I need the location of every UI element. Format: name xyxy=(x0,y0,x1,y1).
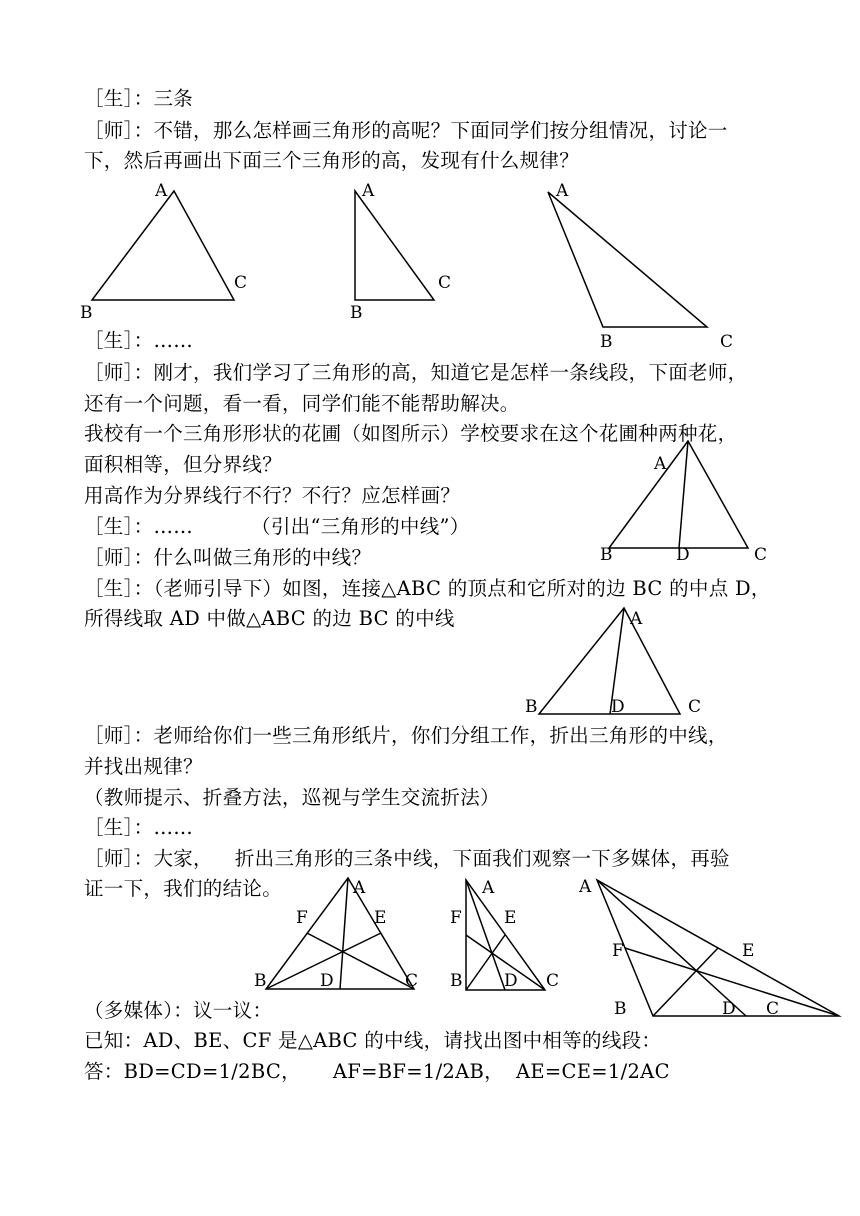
text-line-10-b: （引出“三角形的中线”） xyxy=(251,515,470,538)
label-e-7: E xyxy=(504,908,517,928)
median-flowerbed xyxy=(679,441,688,548)
triangle-acute xyxy=(80,181,247,323)
label-a-6: A xyxy=(353,878,366,898)
text-line-10-a: ［生］：…… xyxy=(84,515,194,538)
label-a-7: A xyxy=(482,878,495,898)
label-c-1: C xyxy=(234,273,248,293)
triangle-obtuse xyxy=(548,181,733,352)
label-b-7: B xyxy=(450,971,463,991)
text-line-3: 下，然后再画出下面三个三角形的高，发现有什么规律？ xyxy=(84,149,580,172)
text-line-12: ［生］：（老师引导下）如图，连接△ABC 的顶点和它所对的边 BC 的中点 D， xyxy=(84,577,771,600)
label-a-5: A xyxy=(630,609,643,629)
text-line-6: 还有一个问题，看一看，同学们能不能帮助解决。 xyxy=(84,392,520,415)
label-b-2: B xyxy=(350,303,363,323)
triangle-medians-right xyxy=(450,878,559,991)
label-a-3: A xyxy=(556,181,569,201)
label-f-7: F xyxy=(450,908,462,928)
label-c-4: C xyxy=(754,545,768,565)
label-f-8: F xyxy=(612,941,624,961)
text-line-18-b: 折出三角形的三条中线，下面我们观察一下多媒体，再验 xyxy=(234,847,730,870)
label-e-6: E xyxy=(374,908,387,928)
label-c-3: C xyxy=(720,332,734,352)
label-d-4: D xyxy=(676,545,690,565)
text-line-18-a: ［师］：大家， xyxy=(84,847,213,870)
label-a-4: A xyxy=(654,454,667,474)
label-e-8: E xyxy=(742,941,755,961)
triangle-medians-acute-outline xyxy=(266,878,414,989)
text-line-14: ［师］：老师给你们一些三角形纸片，你们分组工作，折出三角形的中线， xyxy=(84,724,728,747)
label-f-6: F xyxy=(296,908,308,928)
label-d-8: D xyxy=(722,999,736,1019)
label-c-8: C xyxy=(766,999,780,1019)
triangle-flowerbed xyxy=(600,441,767,565)
label-a-8: A xyxy=(579,877,592,897)
label-c-7: C xyxy=(546,971,560,991)
text-line-21: 已知：AD、BE、CF 是△ABC 的中线，请找出图中相等的线段： xyxy=(84,1029,662,1052)
triangle-medians-acute xyxy=(254,878,418,991)
triangle-right xyxy=(350,181,451,323)
label-c-5: C xyxy=(688,697,702,717)
text-line-22-b: AF=BF=1/2AB， xyxy=(332,1060,504,1083)
text-line-22-a: 答：BD=CD=1/2BC， xyxy=(84,1060,301,1083)
label-b-1: B xyxy=(80,303,93,323)
text-line-15: 并找出规律？ xyxy=(84,755,203,778)
label-c-6: C xyxy=(405,971,419,991)
text-line-16: （教师提示、折叠方法，巡视与学生交流折法） xyxy=(84,786,500,809)
text-line-9: 用高作为分界线行不行？不行？应怎样画？ xyxy=(84,484,461,507)
label-a-1: A xyxy=(155,181,168,201)
triangle-median xyxy=(525,608,701,717)
text-line-20: （多媒体）：议一议： xyxy=(84,999,273,1022)
text-line-2: ［师］：不错，那么怎样画三角形的高呢？下面同学们按分组情况，讨论一 xyxy=(84,119,728,142)
label-b-3: B xyxy=(600,332,613,352)
text-line-7: 我校有一个三角形形状的花圃（如图所示）学校要求在这个花圃种两种花， xyxy=(84,422,738,445)
triangle-flowerbed-outline xyxy=(609,441,748,548)
triangle-obtuse-outline xyxy=(548,192,707,327)
text-line-22-c: AE=CE=1/2AC xyxy=(515,1060,670,1083)
label-d-7: D xyxy=(504,971,518,991)
label-b-4: B xyxy=(600,545,613,565)
label-b-6: B xyxy=(254,971,267,991)
triangle-medians-obtuse xyxy=(578,877,839,1019)
label-c-2: C xyxy=(438,273,452,293)
label-a-2: A xyxy=(362,181,375,201)
median-right-be xyxy=(466,935,505,990)
text-line-13: 所得线取 AD 中做△ABC 的边 BC 的中线 xyxy=(84,607,455,630)
text-line-11: ［师］：什么叫做三角形的中线？ xyxy=(84,546,372,569)
triangle-right-outline xyxy=(355,191,434,300)
text-line-4: ［生］：…… xyxy=(84,329,194,352)
text-line-19: 证一下，我们的结论。 xyxy=(84,877,283,900)
median-acute-ad xyxy=(340,878,348,989)
label-d-6: D xyxy=(320,971,334,991)
label-d-5: D xyxy=(611,697,625,717)
text-line-5: ［师］：刚才，我们学习了三角形的高，知道它是怎样一条线段，下面老师， xyxy=(84,361,748,384)
label-b-8: B xyxy=(614,999,627,1019)
text-line-17: ［生］：…… xyxy=(84,816,194,839)
triangle-acute-outline xyxy=(92,191,234,300)
text-line-8: 面积相等，但分界线？ xyxy=(84,453,283,476)
triangle-median-outline xyxy=(539,608,680,714)
label-b-5: B xyxy=(525,697,538,717)
text-line-1: ［生］：三条 xyxy=(84,87,194,110)
